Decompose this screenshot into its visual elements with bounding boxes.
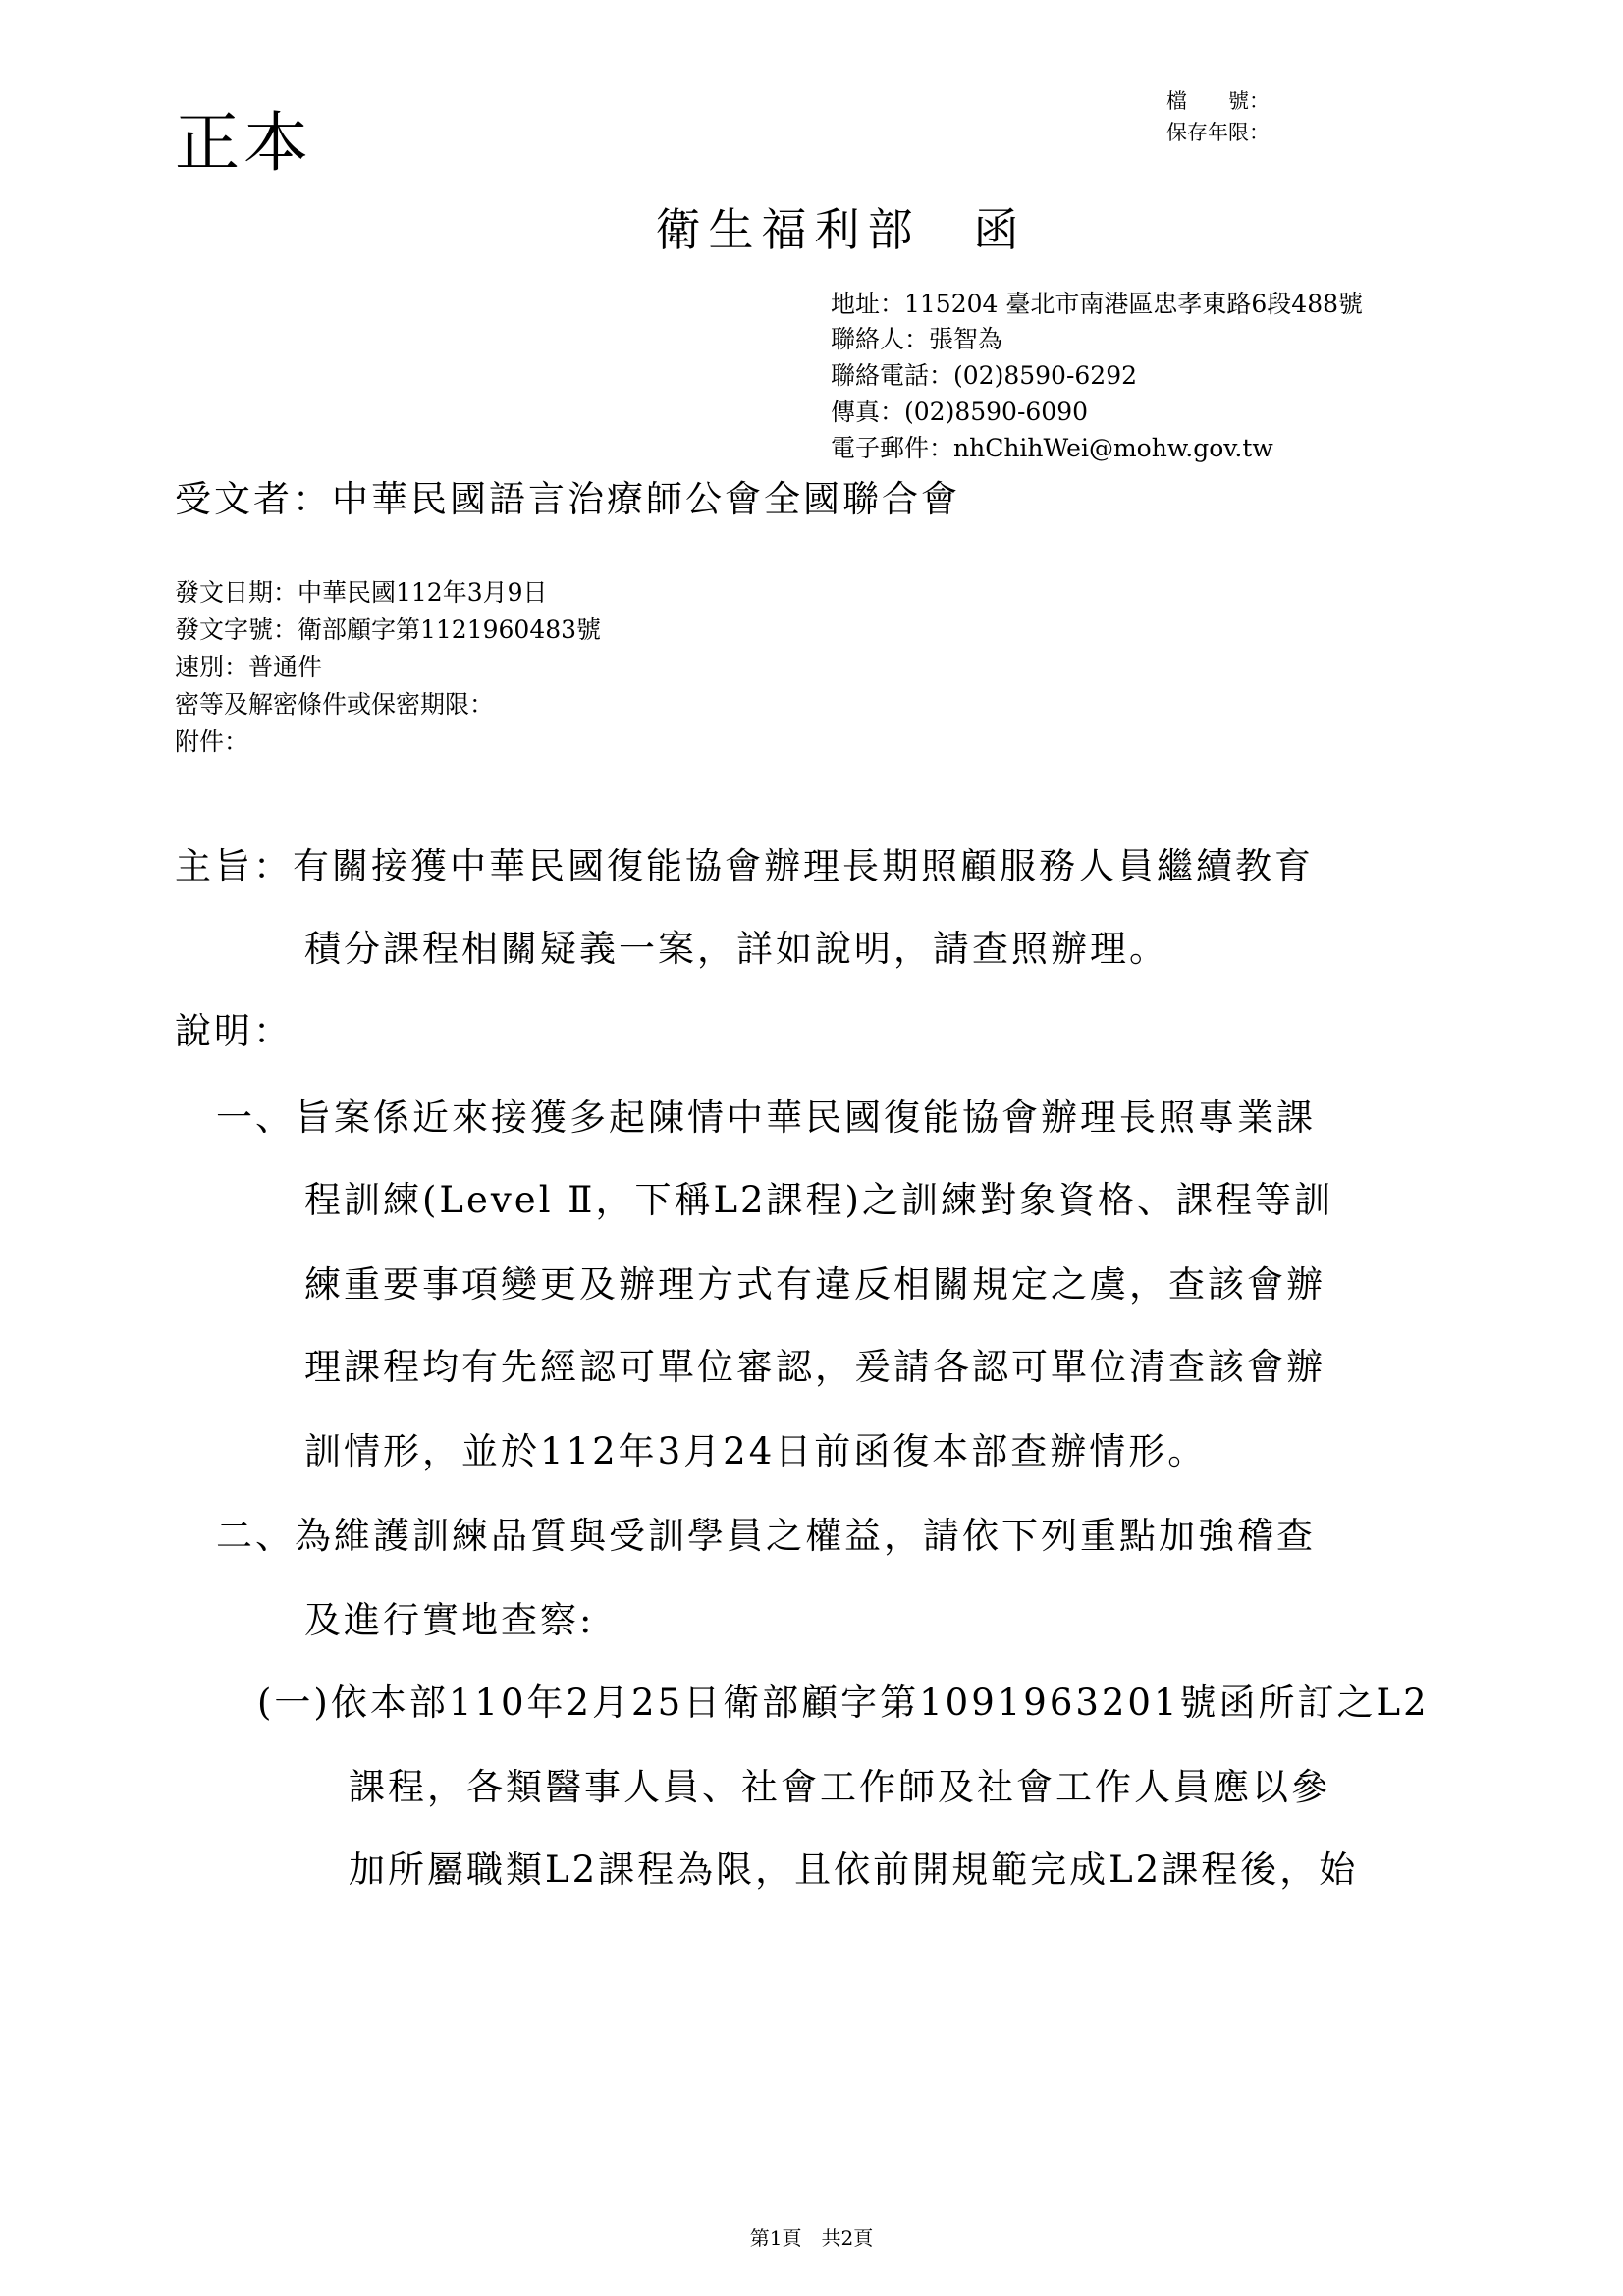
- explanation-heading: 說明：: [175, 1010, 293, 1052]
- original-copy-stamp: 正本: [175, 105, 312, 181]
- file-number-label: 檔 號：: [1166, 89, 1270, 113]
- security-class: 密等及解密條件或保密期限：: [175, 690, 495, 719]
- speed-class: 速別：普通件: [175, 653, 323, 681]
- issue-date: 發文日期：中華民國112年3月9日: [175, 578, 548, 607]
- issue-number: 發文字號：衛部顧字第1121960483號: [175, 615, 602, 644]
- item-1-line-3: 練重要事項變更及辦理方式有違反相關規定之虞，查該會辦: [304, 1263, 1325, 1306]
- item-2-line-2: 及進行實地查察:: [304, 1599, 595, 1641]
- item-1-line-2: 程訓練(Level Ⅱ，下稱L2課程)之訓練對象資格、課程等訓: [304, 1179, 1333, 1221]
- attachment: 附件：: [175, 727, 249, 756]
- contact-person: 聯絡人：張智為: [831, 325, 1003, 353]
- retention-period-label: 保存年限：: [1166, 121, 1270, 144]
- subject-line-2: 積分課程相關疑義一案，詳如說明，請查照辦理。: [304, 928, 1168, 970]
- item-1-line-1: 一、旨案係近來接獲多起陳情中華民國復能協會辦理長照專業課: [216, 1096, 1316, 1139]
- item-1-line-4: 理課程均有先經認可單位審認，爰請各認可單位清查該會辦: [304, 1346, 1325, 1388]
- phone: 聯絡電話：(02)8590-6292: [831, 361, 1138, 390]
- subject-line-1: 主旨：有關接獲中華民國復能協會辦理長期照顧服務人員繼續教育: [175, 845, 1314, 887]
- item-2-line-1: 二、為維護訓練品質與受訓學員之權益，請依下列重點加強稽查: [216, 1515, 1316, 1557]
- sub-item-1-line-3: 加所屬職類L2課程為限，且依前開規範完成L2課程後，始: [349, 1848, 1359, 1891]
- item-1-line-5: 訓情形，並於112年3月24日前函復本部查辦情形。: [304, 1430, 1208, 1472]
- sub-item-1-line-1: (一)依本部110年2月25日衛部顧字第1091963201號函所訂之L2: [257, 1682, 1430, 1724]
- address: 地址：115204 臺北市南港區忠孝東路6段488號: [831, 290, 1364, 318]
- document-title: 衛生福利部 函: [655, 203, 1027, 256]
- page-number: 第1頁 共2頁: [749, 2226, 874, 2250]
- sub-item-1-line-2: 課程，各類醫事人員、社會工作師及社會工作人員應以參: [349, 1766, 1330, 1808]
- recipient: 受文者：中華民國語言治療師公會全國聯合會: [175, 478, 960, 520]
- email: 電子郵件：nhChihWei@mohw.gov.tw: [831, 434, 1273, 462]
- fax: 傳真：(02)8590-6090: [831, 398, 1089, 426]
